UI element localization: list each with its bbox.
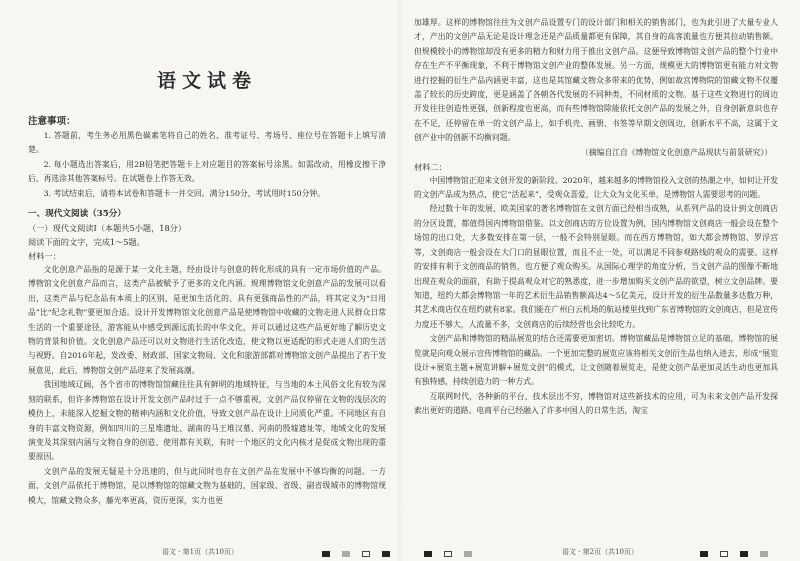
paragraph: 我国地域辽阔，各个省市的博物馆馆藏往往具有鲜明的地域特征，与当地的本土风俗文化有较为深刻的联系，但许多博物馆在设计开发文创产品时过于一点不够重视，文创产品仅停留在文物的浅层次的模仿上，未能深入挖掘文物的精神内涵和文化价值，导致文创产品在设计上同质化严重。不同地区有自身的丰富文物资源，例如四川的三星堆遗址、湖南的马王堆汉墓、河南的殷墟遗址等，地域文化的发展演变及其深刻内涵与文物自身的创造、使用都有关联，有时一个地区的文化内核才是促成文物出现的重要原因。 — [28, 380, 386, 462]
material-label: 材料二： — [414, 161, 447, 172]
registration-marks-far-right — [700, 551, 768, 557]
paragraph: 中国博物馆正迎来文创开发的新阶段。2020年，越来越多的博物馆投入文创的热潮之中，如何让开发的文创产品成为热点，使它“活起来”，受观众喜爱，让大众为文化买单，是博物馆人需要思考的问题。 — [414, 175, 778, 200]
registration-mark — [720, 551, 728, 557]
paragraph: 文创产品和博物馆的精品展览的结合还需要更加密切。博物馆藏品是博物馆立足的基础，博物馆的展览就是向观众展示宣传博物馆的藏品。一个更加完整的展览应该将相关文创衍生品也纳入进去，形成“展览设计+展览主题+展览讲解+展览文创”的模式，让文创随着展览走，是使文创产品更加灵活生动也更加具有独特感，持续创造力的一种方式。 — [414, 334, 778, 387]
registration-mark — [362, 551, 370, 557]
registration-mark — [700, 551, 708, 557]
notice-item: 2. 每小题选出答案后，用2B铅笔把答题卡上对应题目的答案标号涂黑。如需改动，用橡皮擦干净后，再选涂其他答案标号。在试题卷上作答无效。 — [28, 159, 386, 184]
notice-heading: 注意事项： — [28, 116, 76, 127]
paragraph: 文化创意产品指的是源于某一文化主题，经由设计与创意的转化形成的具有一定市场价值的产品。博物馆文化创意产品而言，这类产品被赋予了更多的文化内涵。规理博物馆文化创意产品的发展可以看出，这类产品与纪念品有本质上的区别，是更加生活化的、具有更强商品性的产品，将其定义为“日用品”比“纪念礼物”要更加合适。设计开发博物馆文化创意产品是使博物馆中收藏的文物走进人民群众日常生活的一个重要途径，游客能从中感受到源远流长的中华文化，并可以通过这些产品更好地了解历史文物的背景和价值。文化创意产品还可以对文物进行生活化改造，使文物以更适配的形式走进人们的生活与视野。自2016年起，发改委、财政部、国家文物局、文化和旅游部都对博物馆文创产品提出了若干发展意见，此后，博物馆文创产品迎来了发展高潮。 — [28, 265, 386, 375]
notice-item: 3. 考试结束后，请将本试卷和答题卡一并交回。满分150分，考试用时150分钟。 — [43, 188, 325, 198]
section-heading: 一、现代文阅读（35分） — [28, 209, 126, 220]
registration-marks-right — [424, 551, 472, 557]
page-right — [400, 0, 800, 561]
page-footer: 语文 · 第2页（共10页） — [561, 548, 639, 556]
exam-title: 语文试卷 — [156, 70, 257, 92]
registration-mark — [424, 551, 432, 557]
registration-mark — [740, 551, 748, 557]
page-footer: 语文 · 第1页（共10页） — [161, 548, 239, 556]
subsection-heading: （一）现代文阅读Ⅰ（本题共5小题，18分） — [28, 223, 187, 234]
instruction: 阅读下面的文字，完成1～5题。 — [28, 237, 145, 248]
registration-mark — [342, 551, 350, 557]
paragraph: 加雄厚。这样的博物馆往往为文创产品设置专门的设计部门和相关的销售部门，也为此引进了大量专业人才，产出的文创产品无论是设计理念还是产品质量都更有保障，其自身的高客流量也方便其拉动销售额。但规模较小的博物馆却没有更多的精力和财力用于推出文创产品。这便导致博物馆文创产品的整个行业中存在生产不平衡现象，不利于博物馆文创产业的整体发展。另一方面，规模更大的博物馆更有能力对文物进行挖掘的衍生产品内涵更丰富，这也是其馆藏文物众多带来的优势，例如故宫博物院的馆藏文物不仅覆盖了较长的历史跨度，更是涵盖了各朝各代发展的不同种类，不同材质的文物。基于这些文物进行的周边开发往往创造性更强，创新程度也更高，而有些博物馆除能依托文创产品的发展之外，自身创新意识也存在不足，还停留在单一的文创产品上，如手机壳、画册、书签等早期文创周边，创新水平不高，这属于文创产业中的创新不均衡问题。 — [414, 18, 778, 143]
registration-mark — [464, 551, 472, 557]
registration-mark — [322, 551, 330, 557]
paragraph: 经过数十年的发展，欧美国家的著名博物馆在文创方面已经相当成熟，从系列产品的设计到文创商店的分区设置，都值得国内博物馆借鉴。以文创商店的方位设置为例，国内博物馆文创商店一般会设在整个场馆的出口处，大多数安排在第一层，一般不会特别显眼。而在西方博物馆，如大都会博物馆、罗浮宫等，文创商店一般会设在大门口的显眼位置，而且不止一处，可以满足不同参观路线的观众的需要。这样的安排有利于文创商品的销售，也方便了观众购买。从国际心理学的角度分析，当文创产品的图像不断地出现在观众的面前，有助于提高观众对它的熟悉度，进一步增加购买文创产品的欲望，树立文创品牌。要知道，纽约大都会博物馆一年的艺术衍生品销售额高达4～5亿美元，设计开发的衍生品数量多达数万种，其艺术商店仅在纽约就有8家。我们能在广州白云机场的航站楼里找到广东省博物馆的文创商店，但是宣传力度还不够大，人流量不多，文创商店的后续经营也会比较吃力。 — [414, 204, 778, 329]
registration-mark — [444, 551, 452, 557]
source-citation: （摘编自江自《博物馆文化创意产品现状与前景研究》） — [580, 147, 772, 157]
material-label: 材料一： — [28, 251, 61, 262]
registration-mark — [382, 551, 390, 557]
paragraph: 互联网时代，各种新的平台、技术层出不穷，博物馆对这些新技术的应用，可为未来文创产品开发探索出更好的道路。电商平台已经融入了许多中国人的日常生活，淘宝 — [414, 391, 778, 416]
registration-marks-left — [322, 551, 390, 557]
paragraph: 文创产品的发展无疑是十分迅速的，但与此同时也存在文创产品在发展中不够均衡的问题。一方面，文创产品依托于博物馆，是以博物馆的馆藏文物为基础的，国家级、省级、副省级城市的博物馆规模大，馆藏文物众多，藤光率更高，资历更深，实力也更 — [28, 466, 386, 505]
registration-mark — [760, 551, 768, 557]
notice-item: 1. 答题前，考生务必用黑色碳素笔将自己的姓名、准考证号、考场号、座位号在答题卡上填写清楚。 — [28, 131, 386, 155]
